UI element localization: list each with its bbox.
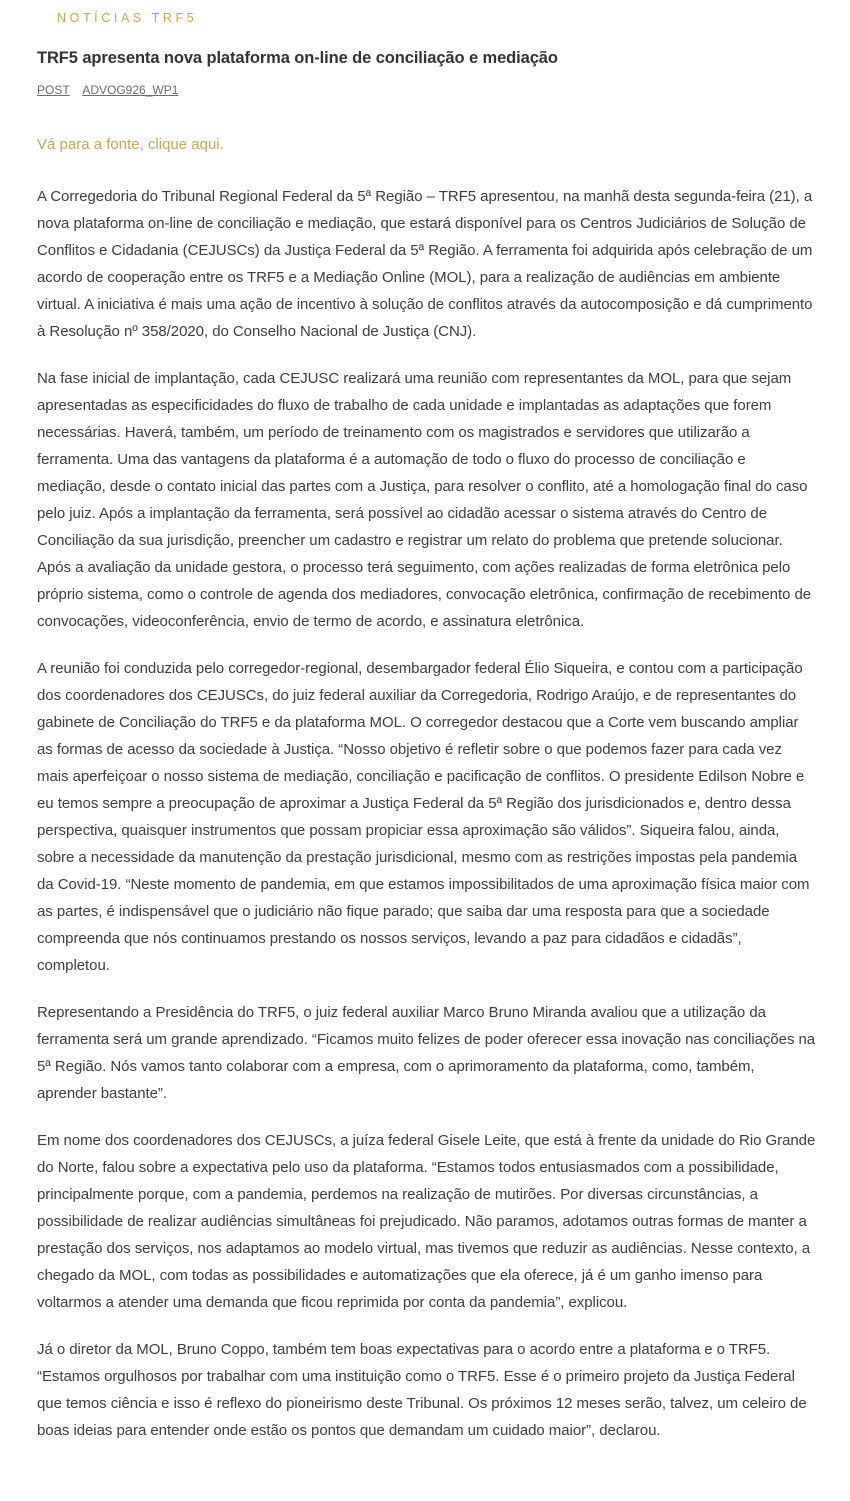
post-type-link[interactable]: POST (37, 83, 70, 97)
author-link[interactable]: ADVOG926_WP1 (82, 83, 179, 97)
paragraph: Representando a Presidência do TRF5, o juiz federal auxiliar Marco Bruno Miranda avaliou que a utilização da ferramenta será um grande aprendizado. “Ficamos muito felizes de poder oferecer essa inovação nas conciliações na 5ª Região. Nós vamos tanto colaborar com a empresa, com o aprimoramento da plataforma, como, também, aprender bastante”. (37, 1004, 816, 1102)
paragraph: Em nome dos coordenadores dos CEJUSCs, a juíza federal Gisele Leite, que está à frente da unidade do Rio Grande do Norte, falou sobre a expectativa pelo uso da plataforma. “Estamos todos entusiasmados com a possibilidade, principalmente porque, com a pandemia, perdemos na realização de mutirões. Por diversas circunstâncias, a possibilidade de realizar audiências simultâneas foi prejudicado. Não paramos, adotamos outras formas de manter a prestação dos serviços, nos adaptamos ao modelo virtual, mas tivemos que reduzir as audiências. Nesse contexto, a chegado da MOL, com todas as possibilidades e automatizações que ela oferece, já é um ganho imenso para voltarmos a atender uma demanda que ficou reprimida por conta da pandemia”, explicou. (37, 1132, 816, 1311)
article-body (37, 183, 817, 1464)
paragraph: A reunião foi conduzida pelo corregedor-regional, desembargador federal Élio Siqueira, e contou com a participação dos coordenadores dos CEJUSCs, do juiz federal auxiliar da Corregedoria, Rodrigo Araújo, e de representantes do gabinete de Conciliação do TRF5 e da plataforma MOL. O corregedor destacou que a Corte vem buscando ampliar as formas de acesso da sociedade à Justiça. “Nosso objetivo é refletir sobre o que podemos fazer para cada vez mais aperfeiçoar o nosso sistema de mediação, conciliação e pacificação de conflitos. O presidente Edilson Nobre e eu temos sempre a preocupação de aproximar a Justiça Federal da 5ª Região dos jurisdicionados e, dentro dessa perspectiva, quaisquer instrumentos que possam propiciar essa aproximação são válidos”. Siqueira falou, ainda, sobre a necessidade da manutenção da prestação jurisdicional, mesmo com as restrições impostas pela pandemia da Covid-19. “Neste momento de pandemia, em que estamos impossibilitados de uma aproximação física maior com as partes, é indispensável que o judiciário não fique parado; que saiba dar uma resposta para que a sociedade compreenda que nós continuamos prestando os nossos serviços, levando a paz para cidadãos e cidadãs”, completou. (37, 660, 810, 974)
paragraph: Na fase inicial de implantação, cada CEJUSC realizará uma reunião com representantes da MOL, para que sejam apresentadas as especificidades do fluxo de trabalho de cada unidade e implantadas as adaptações que forem necessárias. Haverá, também, um período de treinamento com os magistrados e servidores que utilizarão a ferramenta. Uma das vantagens da plataforma é a automação de todo o fluxo do processo de conciliação e mediação, desde o contato inicial das partes com a Justiça, para resolver o conflito, até a homologação final do caso pelo juiz. Após a implantação da ferramenta, será possível ao cidadão acessar o sistema através do Centro de Conciliação da sua jurisdição, preencher um cadastro e registrar um relato do problema que pretende solucionar. Após a avaliação da unidade gestora, o processo terá seguimento, com ações realizadas de forma eletrônica pelo próprio sistema, como o controle de agenda dos mediadores, convocação eletrônica, confirmação de recebimento de convocações, videoconferência, envio de termo de acordo, e assinatura eletrônica. (37, 370, 812, 630)
paragraph: Já o diretor da MOL, Bruno Coppo, também tem boas expectativas para o acordo entre a plataforma e o TRF5. “Estamos orgulhosos por trabalhar com uma instituição como o TRF5. Esse é o primeiro projeto da Justiça Federal que temos ciência e isso é reflexo do pioneirismo deste Tribunal. Os próximos 12 meses serão, talvez, um celeiro de boas ideias para entender onde estão os pontos que demandam um cuidado maior”, declarou. (37, 1341, 807, 1439)
paragraph: A Corregedoria do Tribunal Regional Federal da 5ª Região – TRF5 apresentou, na manhã desta segunda-feira (21), a nova plataforma on-line de conciliação e mediação, que estará disponível para os Centros Judiciários de Solução de Conflitos e Cidadania (CEJUSCs) da Justiça Federal da 5ª Região. A ferramenta foi adquirida após celebração de um acordo de cooperação entre os TRF5 e a Mediação Online (MOL), para a realização de audiências em ambiente virtual. A iniciativa é mais uma ação de incentivo à solução de conflitos através da autocomposição e dá cumprimento à Resolução nº 358/2020, do Conselho Nacional de Justiça (CNJ). (37, 188, 813, 340)
source-link[interactable]: Vá para a fonte, clique aqui. (37, 136, 224, 153)
article-title: TRF5 apresenta nova plataforma on-line de conciliação e mediação (37, 49, 558, 67)
category-label: NOTÍCIAS TRF5 (57, 11, 198, 25)
article-meta (37, 83, 188, 97)
